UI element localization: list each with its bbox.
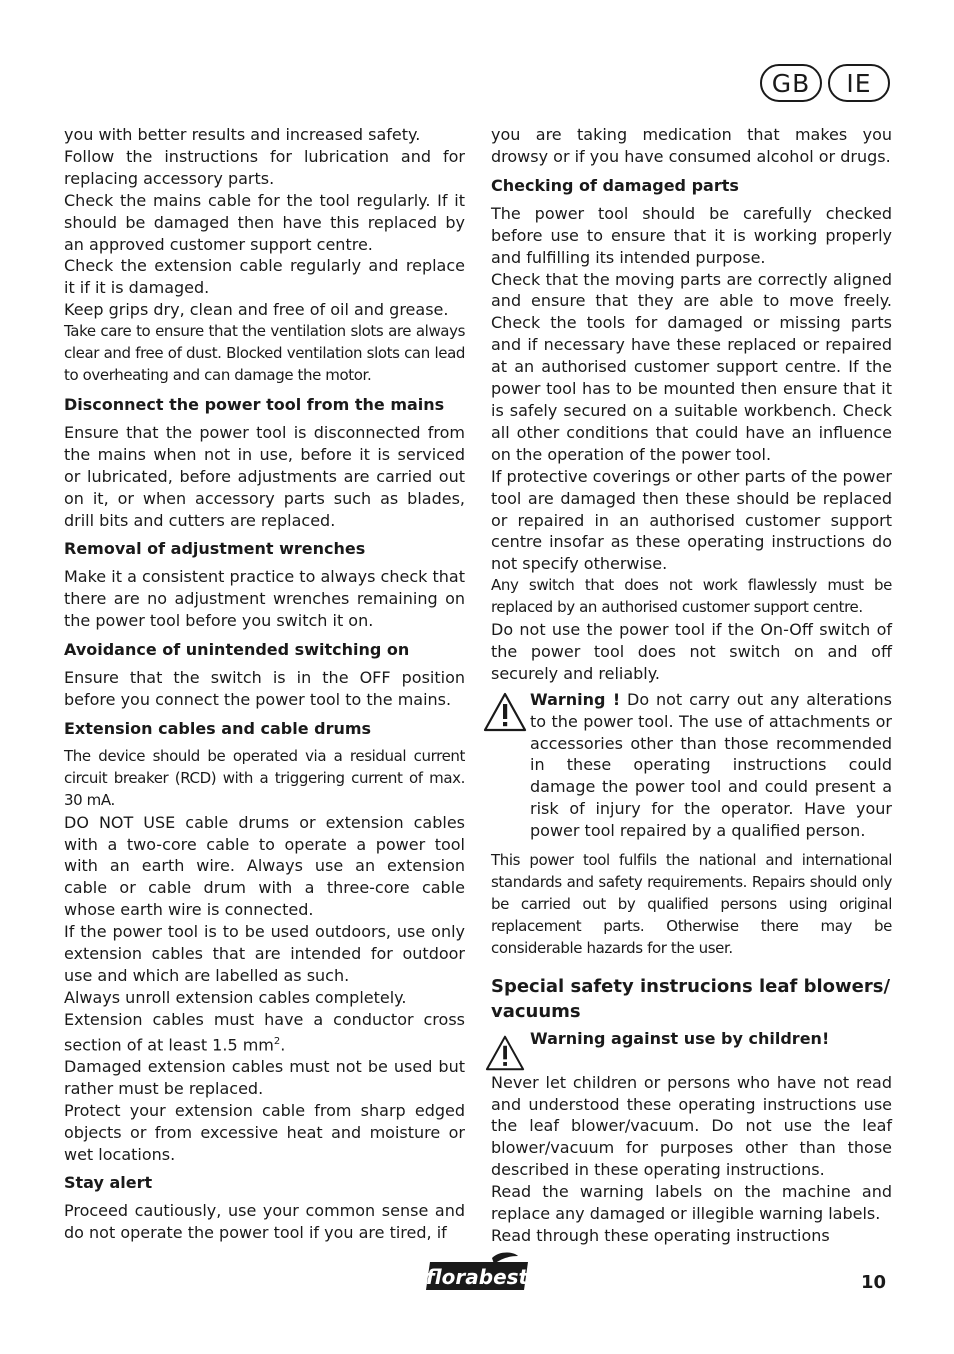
paragraph: Check the extension cable regularly and replace it if it is damaged. (64, 256, 465, 298)
paragraph: The power tool should be carefully checked before use to ensure that it is working properly and fulfilling its intended purpose. (491, 203, 892, 267)
warning-children-label: Warning against use by children! (530, 1028, 830, 1048)
paragraph: Ensure that the power tool is disconnected from the mains when not in use, before it is serviced or lubricated, before adjustments are carried out on it, or when accessory parts such as blades, drill bits and cutters are replaced. (64, 422, 465, 530)
paragraph: This power tool fulfils the national and international standards and safety requirements. Repairs should only be carried out by qualified persons using original replacement parts. Otherwise there may be considerable hazards for the user. (491, 851, 892, 957)
paragraph: Keep grips dry, clean and free of oil and grease. (64, 300, 449, 320)
paragraph: Make it a consistent practice to always check that there are no adjustment wrenches remaining on the power tool before you switch it on. (64, 567, 465, 631)
superscript: 2 (273, 1035, 281, 1047)
paragraph: Proceed cautiously, use your common sense and do not operate the power tool if you are tired, if (64, 1201, 465, 1243)
lang-badge-gb: GB (760, 64, 822, 102)
paragraph: Take care to ensure that the ventilation slots are always clear and free of dust. Blocked ventilation slots can lead to overheating and can damage the motor. (64, 322, 465, 384)
heading-damaged: Checking of damaged parts (491, 175, 739, 195)
paragraph: Follow the instructions for lubrication and for replacing accessory parts. (64, 146, 465, 188)
heading-disconnect: Disconnect the power tool from the mains (64, 394, 445, 414)
paragraph: Check the mains cable for the tool regularly. If it should be damaged then have this replaced by an approved customer support centre. (64, 190, 465, 254)
paragraph: Ensure that the switch is in the OFF position before you connect the power tool to the mains. (64, 668, 465, 710)
paragraph: Do not use the power tool if the On-Off switch of the power tool does not switch on and off securely and reliably. (491, 620, 892, 683)
paragraph: Any switch that does not work flawlessly must be replaced by an authorised customer support centre. (491, 576, 892, 617)
heading-wrenches: Removal of adjustment wrenches (64, 539, 366, 559)
paragraph: you are taking medication that makes you drowsy or if you have consumed alcohol or drugs. (491, 125, 892, 166)
warning-label: Warning ! (530, 689, 621, 709)
paragraph: DO NOT USE cable drums or extension cables with a two-core cable to operate a power tool with an earth wire. Always use an extension cable or cable drum with a three-core cable whose earth wire is connected. (64, 812, 465, 920)
paragraph: Check that the moving parts are correctly aligned and ensure that they are able to move freely. Check the tools for damaged or missing parts and if necessary have these replaced or repaired at an authorised customer support centre. If the power tool has to be mounted then ensure that it is safely secured on a suitable workbench. Check all other conditions that could have an influence on the operation of the power tool. (491, 269, 892, 464)
paragraph: Damaged extension cables must not be used but rather must be replaced. (64, 1056, 465, 1098)
paragraph: Never let children or persons who have not read and understood these operating instructions use the leaf blower/vacuum. Do not use the leaf blower/vacuum for purposes other than those described in these operating instructions. (491, 1072, 892, 1180)
paragraph: Read through these operating instructions (491, 1225, 830, 1245)
warning-triangle-icon (482, 691, 528, 733)
paragraph (64, 1009, 465, 1056)
language-badges (760, 64, 890, 102)
paragraph: you with better results and increased safety. (64, 125, 421, 144)
lang-badge-ie: IE (828, 64, 890, 102)
paragraph: Always unroll extension cables completely. (64, 987, 407, 1007)
warning-children-block (491, 1028, 892, 1062)
brand-text: florabest (425, 1265, 529, 1289)
paragraph: If the power tool is to be used outdoors, use only extension cables that are intended for outdoor use and which are labelled as such. (64, 922, 465, 985)
warning-text: Do not carry out any alterations to the power tool. The use of attachments or accessories other than those recommended in these operating instructions could damage the power tool and could present a risk of injury for the operator. Have your power tool repaired by a qualified person. (530, 689, 892, 841)
text: . (280, 1035, 286, 1055)
left-column (64, 124, 465, 1244)
paragraph: If protective coverings or other parts of the power tool are damaged then these should be replaced or repaired in an authorised customer support centre insofar as these operating instructions do not specify otherwise. (491, 466, 892, 574)
text: Extension cables must have a conductor cross section of at least 1.5 mm (64, 1009, 465, 1055)
heading-extension: Extension cables and cable drums (64, 718, 372, 738)
paragraph: Protect your extension cable from sharp edged objects or from excessive heat and moisture or wet locations. (64, 1100, 465, 1164)
right-column (491, 124, 892, 1247)
page-number: 10 (860, 1272, 886, 1293)
florabest-logo (422, 1252, 532, 1292)
warning-block (491, 689, 892, 842)
heading-switching: Avoidance of unintended switching on (64, 640, 410, 660)
paragraph: The device should be operated via a residual current circuit breaker (RCD) with a triggering current of max. 30 mA. (64, 746, 465, 809)
section-title: Special safety instrucions leaf blowers/ vacuums (491, 975, 891, 1022)
warning-triangle-icon (482, 1034, 528, 1072)
heading-alert: Stay alert (64, 1173, 153, 1193)
paragraph: Read the warning labels on the machine and replace any damaged or illegible warning labels. (491, 1182, 892, 1224)
